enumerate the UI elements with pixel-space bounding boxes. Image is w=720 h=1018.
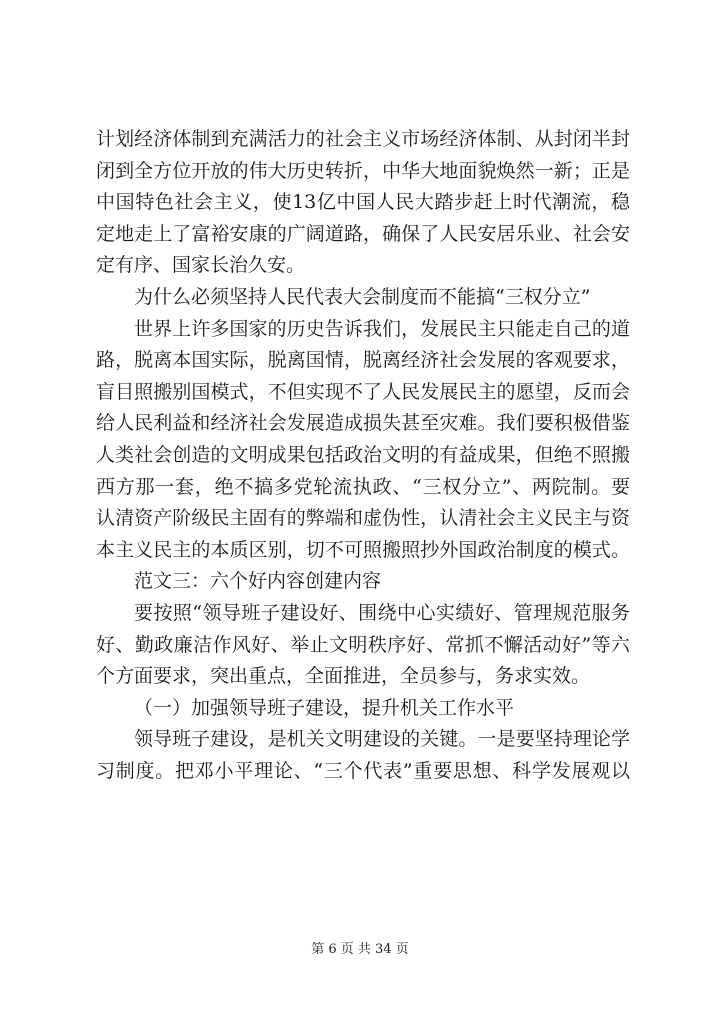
document-body [96,124,630,787]
text-line: 给人民利益和经济社会发展造成损失甚至灾难。我们要积极借鉴 [96,412,630,435]
text-line: 盲目照搬别国模式，不但实现不了人民发展民主的愿望，反而会 [96,380,630,403]
text-line: 西方那一套，绝不搞多党轮流执政、“三权分立”、两院制。要 [96,475,630,498]
section-heading: 为什么必须坚持人民代表大会制度而不能搞“三权分立” [134,285,591,308]
text-line: 要按照“领导班子建设好、围绕中心实绩好、管理规范服务 [134,601,630,624]
text-line: 领导班子建设，是机关文明建设的关键。一是要坚持理论学 [134,728,630,751]
text-line: 中国特色社会主义，使13亿中国人民大踏步赶上时代潮流，稳 [96,191,630,214]
text-line: 本主义民主的本质区别，切不可照搬照抄外国政治制度的模式。 [96,538,630,561]
text-line: 认清资产阶级民主固有的弊端和虚伪性，认清社会主义民主与资 [96,507,630,530]
section-heading: （一）加强领导班子建设，提升机关工作水平 [134,696,515,719]
text-line: 个方面要求，突出重点，全面推进，全员参与，务求实效。 [96,665,591,688]
text-line: 路，脱离本国实际，脱离国情，脱离经济社会发展的客观要求， [96,349,630,372]
text-line: 闭到全方位开放的伟大历史转折，中华大地面貌焕然一新；正是 [96,159,630,182]
text-line: 人类社会创造的文明成果包括政治文明的有益成果，但绝不照搬 [96,443,630,466]
text-line: 计划经济体制到充满活力的社会主义市场经济体制、从封闭半封 [96,128,630,150]
page-footer: 第 6 页 共 34 页 [311,942,409,957]
text-line: 世界上许多国家的历史告诉我们，发展民主只能走自己的道 [134,317,630,340]
text-line: 习制度。把邓小平理论、“三个代表”重要思想、科学发展观以 [96,759,630,782]
text-line: 好、勤政廉洁作风好、举止文明秩序好、常抓不懈活动好”等六 [96,633,630,656]
text-line: 定有序、国家长治久安。 [96,254,306,277]
text-line: 定地走上了富裕安康的广阔道路，确保了人民安居乐业、社会安 [96,222,630,245]
section-heading: 范文三：六个好内容创建内容 [134,570,382,593]
